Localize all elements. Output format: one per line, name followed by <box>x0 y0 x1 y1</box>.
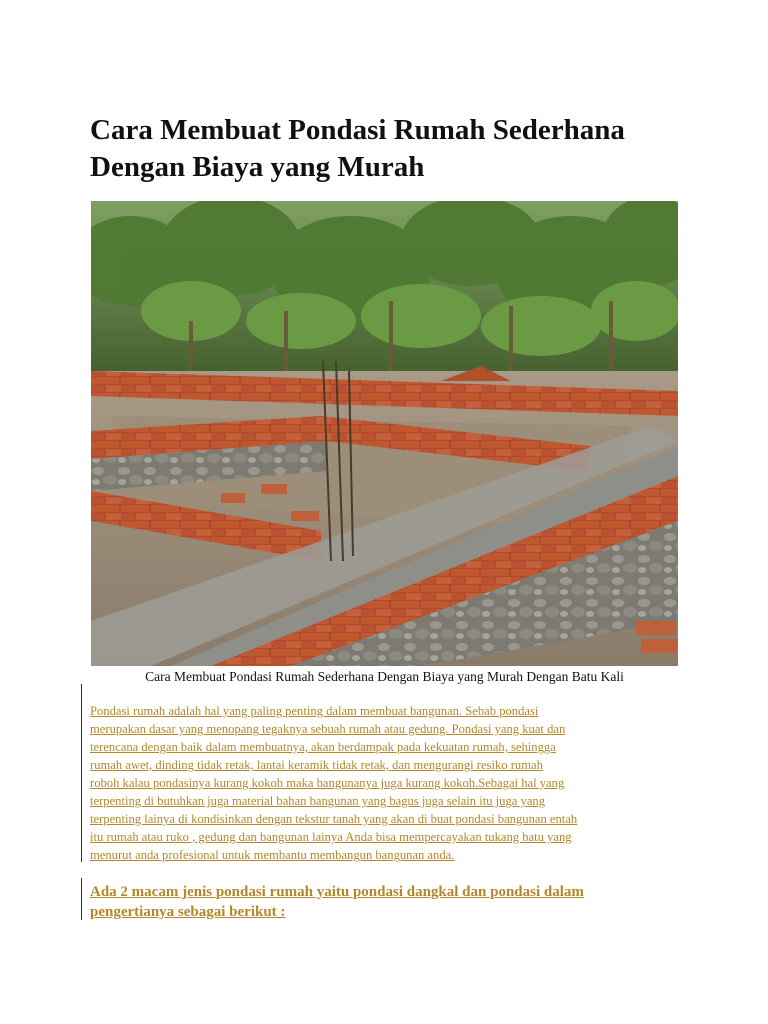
paragraph-line[interactable]: menurut anda profesional untuk membantu membangun bangunan anda. <box>90 848 455 862</box>
title-line-2: Dengan Biaya yang Murah <box>90 151 425 183</box>
paragraph-line[interactable]: terencana dengan baik dalam membuatnya, akan berdampak pada kekuatan rumah, sehingga <box>90 740 556 754</box>
paragraph-line[interactable]: roboh kalau pondasinya kurang kokoh maka bangunanya juga kurang kokoh.Sebagai hal yang <box>90 776 565 790</box>
paragraph-line[interactable]: itu rumah atau ruko , gedung dan bangunan lainya Anda bisa mempercayakan tukang batu yang <box>90 830 572 844</box>
foundation-photo <box>91 201 678 666</box>
paragraph-line[interactable]: terpenting di butuhkan juga material bahan bangunan yang bagus juga selain itu juga yang <box>90 794 545 808</box>
section-subheading[interactable] <box>90 882 690 922</box>
quote-bar <box>81 878 82 920</box>
image-caption: Cara Membuat Pondasi Rumah Sederhana Dengan Biaya yang Murah Dengan Batu Kali <box>145 669 624 684</box>
title-line-1: Cara Membuat Pondasi Rumah Sederhana <box>90 114 625 146</box>
paragraph-line[interactable]: terpenting lainya di kondisinkan dengan tekstur tanah yang akan di buat pondasi bangunan entah <box>90 812 578 826</box>
subheading-line-2[interactable]: pengertianya sebagai berikut : <box>90 904 286 920</box>
paragraph-line[interactable]: merupakan dasar yang menopang tegaknya sebuah rumah atau gedung. Pondasi yang kuat dan <box>90 722 566 736</box>
page-title <box>90 112 690 186</box>
subheading-line-1[interactable]: Ada 2 macam jenis pondasi rumah yaitu pondasi dangkal dan pondasi dalam <box>90 884 584 900</box>
intro-paragraph[interactable] <box>90 702 690 864</box>
paragraph-line[interactable]: Pondasi rumah adalah hal yang paling penting dalam membuat bangunan. Sebab pondasi <box>90 704 539 718</box>
paragraph-line[interactable]: rumah awet, dinding tidak retak, lantai keramik tidak retak, dan mengurangi resiko rumah <box>90 758 543 772</box>
quote-bar <box>81 684 82 862</box>
